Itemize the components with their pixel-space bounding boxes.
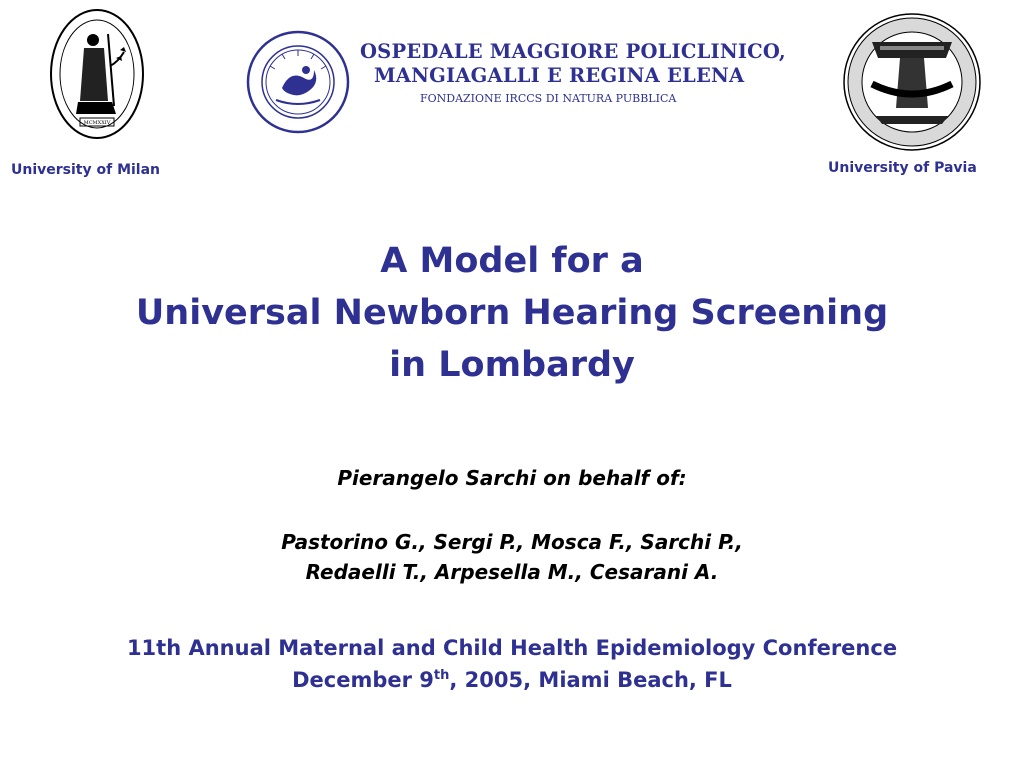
hospital-seal: [246, 30, 350, 134]
conference-date: [0, 668, 1024, 692]
conference-date-suffix: th: [433, 668, 450, 683]
university-of-pavia-label: University of Pavia: [828, 160, 977, 176]
authors-line-1: Pastorino G., Sergi P., Mosca F., Sarchi P.,: [281, 530, 743, 554]
hospital-name-line3: FONDAZIONE IRCCS DI NATURA PUBBLICA: [420, 92, 677, 105]
university-of-milan-label: University of Milan: [11, 162, 161, 178]
university-of-pavia-seal: [842, 12, 982, 152]
conference-name: 11th Annual Maternal and Child Health Epidemiology Conference: [126, 636, 898, 660]
authors-line-2: Redaelli T., Arpesella M., Cesarani A.: [305, 560, 719, 584]
title-line-3: in Lombardy: [389, 345, 635, 385]
title-line-2: Universal Newborn Hearing Screening: [135, 293, 889, 333]
conference-date-rest: , 2005, Miami Beach, FL: [449, 668, 732, 692]
conference-date-prefix: December 9: [292, 668, 434, 692]
hospital-name-line2: MANGIAGALLI E REGINA ELENA: [374, 64, 745, 87]
hospital-name-line1: OSPEDALE MAGGIORE POLICLINICO,: [360, 40, 786, 63]
svg-text:MCMXXIV: MCMXXIV: [83, 120, 111, 126]
university-of-milan-seal: [48, 6, 146, 151]
title-line-1: A Model for a: [380, 241, 644, 281]
presenter-line: Pierangelo Sarchi on behalf of:: [337, 466, 687, 490]
